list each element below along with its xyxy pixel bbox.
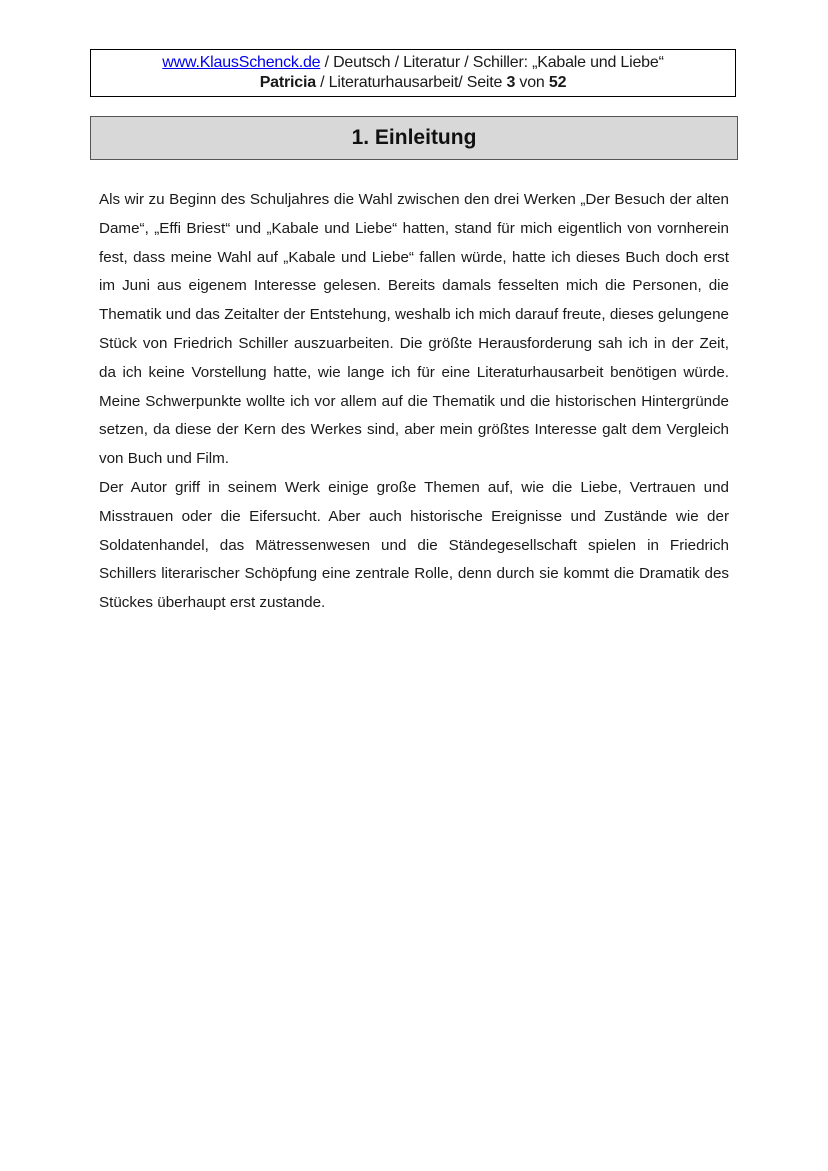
header-line-1 xyxy=(91,53,735,73)
site-link[interactable]: www.KlausSchenck.de xyxy=(162,54,321,71)
section-title: 1. Einleitung xyxy=(351,126,477,149)
header-doc-type: / Literaturhausarbeit/ Seite xyxy=(315,74,507,91)
header-page-of: von xyxy=(515,74,549,91)
header-line-2 xyxy=(91,73,735,93)
header-page-current: 3 xyxy=(506,74,516,91)
header-author: Patricia xyxy=(259,74,316,91)
paragraph-1: Als wir zu Beginn des Schuljahres die Wahl zwischen den drei Werken „Der Besuch der alten Dame“, „Effi Briest“ und „Kabale und Liebe“ hatten, stand für mich eigentlich von vornherein fest, dass meine Wahl auf „Kabale und Liebe“ fallen würde, hatte ich dieses Buch doch erst im Juni aus eigenem Interesse gelesen. Bereits damals fesselten mich die Personen, die Thematik und das Zeitalter der Entstehung, weshalb ich mich darauf freute, dieses gelungene Stück von Friedrich Schiller auszuarbeiten. Die größte Herausforderung sah ich in der Zeit, da ich keine Vorstellung hatte, wie lange ich für eine Literaturhausarbeit benötigen würde. Meine Schwerpunkte wollte ich vor allem auf die Thematik und die historischen Hintergründe setzen, da diese der Kern des Werkes sind, aber mein größtes Interesse galt dem Vergleich von Buch und Film. xyxy=(99,191,729,468)
body-text xyxy=(99,186,729,618)
header-page-total: 52 xyxy=(548,74,567,91)
paragraph-2: Der Autor griff in seinem Werk einige große Themen auf, wie die Liebe, Vertrauen und Misstrauen oder die Eifersucht. Aber auch historische Ereignisse und Zustände wie der Soldatenhandel, das Mätressenwesen und die Ständegesellschaft spielen in Friedrich Schillers literarischer Schöpfung eine zentrale Rolle, denn durch sie kommt die Dramatik des Stückes überhaupt erst zustande. xyxy=(99,478,729,612)
header-path: / Deutsch / Literatur / Schiller: „Kabale und Liebe“ xyxy=(320,54,664,71)
section-title-box xyxy=(90,116,738,160)
page-header xyxy=(90,49,736,97)
